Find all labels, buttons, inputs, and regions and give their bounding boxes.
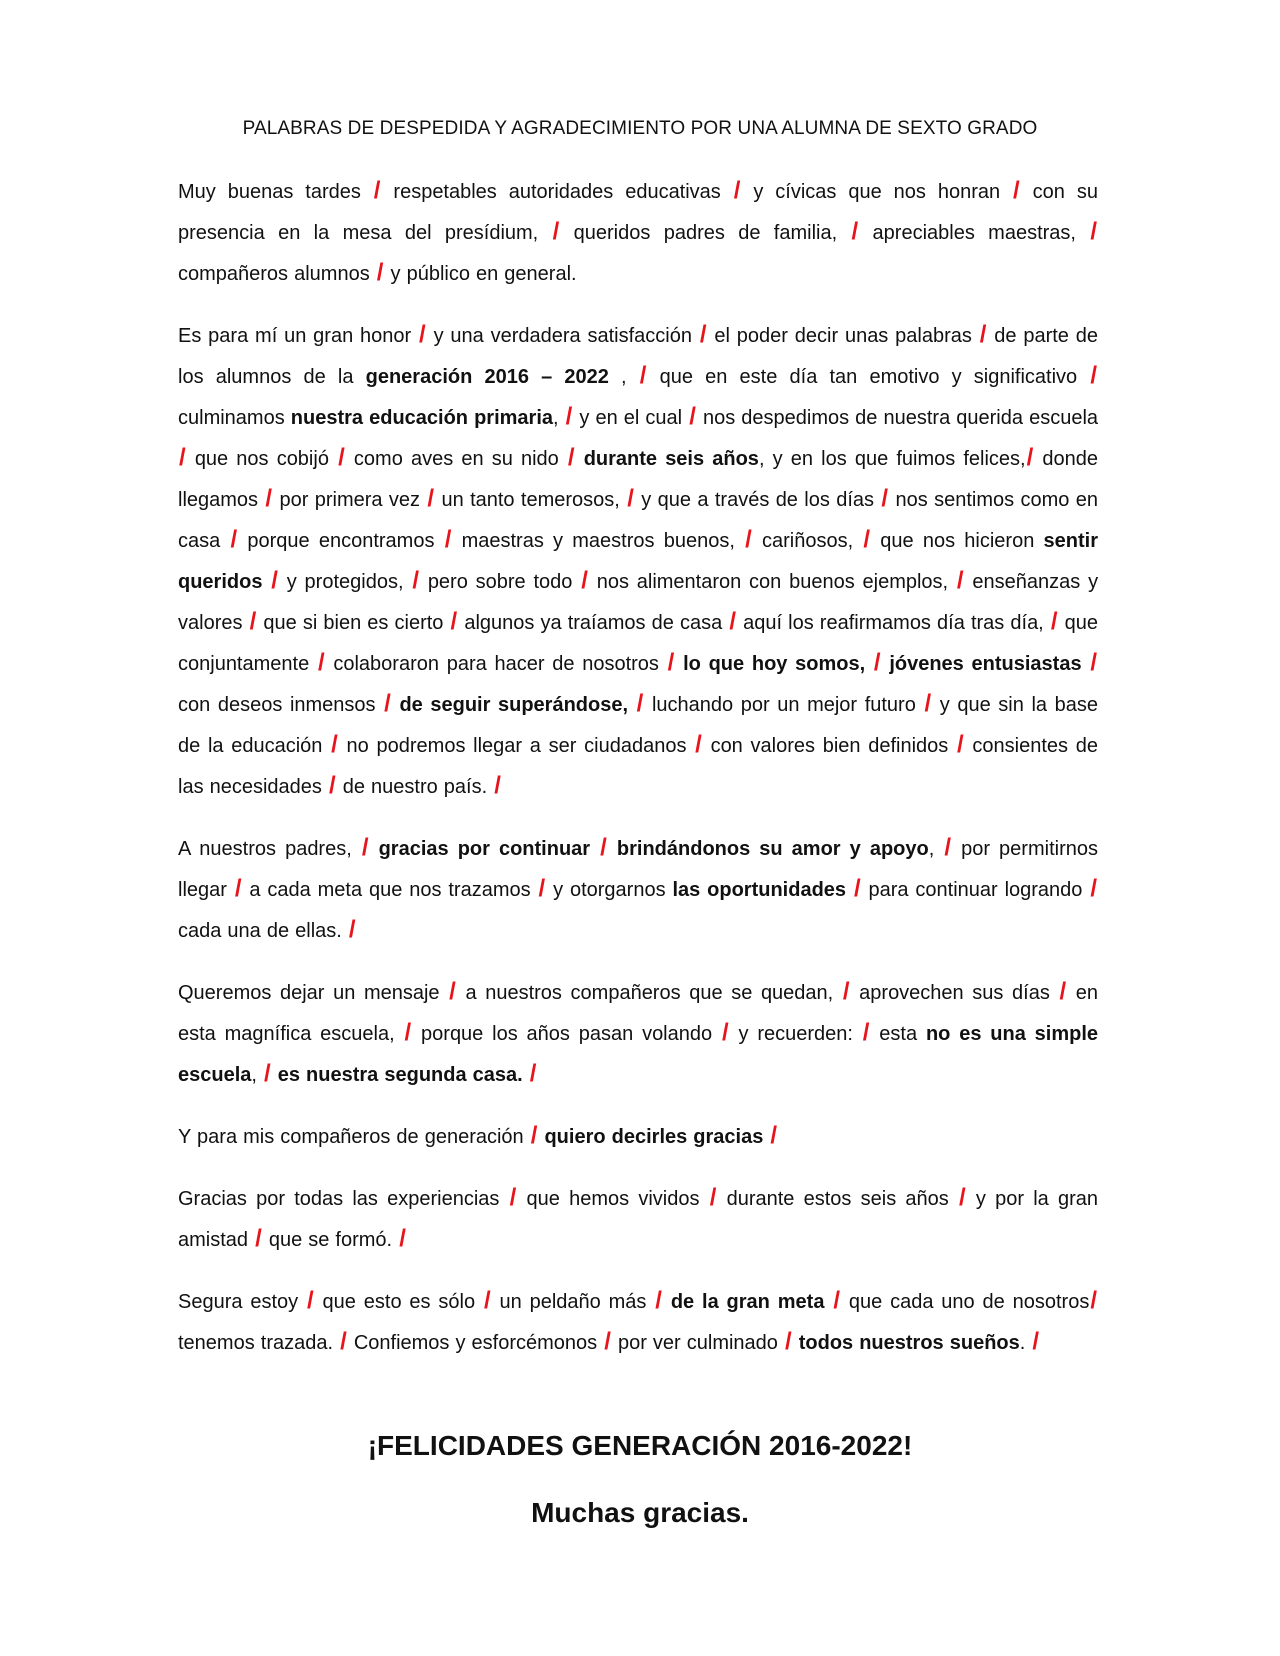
speech-text: cariñosos,	[761, 530, 854, 552]
emphasis-text: quiero decirles gracias	[544, 1126, 764, 1148]
speech-text: compañeros alumnos	[178, 263, 370, 285]
pause-mark: /	[709, 1184, 717, 1211]
speech-text: que en este día tan emotivo y significativo	[659, 366, 1078, 388]
pause-mark: /	[721, 1019, 729, 1046]
speech-text: aquí los reafirmamos día tras día,	[743, 612, 1044, 634]
pause-mark: /	[770, 1122, 778, 1149]
emphasis-text: brindándonos su amor y apoyo	[616, 838, 929, 860]
speech-paragraph	[178, 1179, 1105, 1261]
speech-text: porque encontramos	[247, 530, 435, 552]
pause-mark: /	[863, 526, 871, 553]
speech-text: Y para mis compañeros de generación	[178, 1126, 524, 1148]
pause-mark: /	[636, 690, 644, 717]
speech-text: el poder decir unas palabras	[714, 325, 972, 347]
speech-text: en esta magnífica escuela,	[178, 982, 1105, 1045]
speech-paragraph	[178, 1117, 1098, 1158]
speech-text: y en el cual	[579, 407, 683, 429]
pause-mark: /	[361, 834, 369, 861]
speech-text: nos despedimos de nuestra querida escuela	[702, 407, 1099, 429]
pause-mark: /	[234, 875, 242, 902]
speech-text: ,	[928, 838, 935, 860]
speech-text: de parte de los alumnos de la	[178, 325, 1105, 388]
pause-mark: /	[340, 1328, 347, 1355]
pause-mark: /	[567, 444, 575, 471]
pause-mark: /	[399, 1225, 406, 1252]
emphasis-text: no es una simple escuela	[178, 1023, 1105, 1086]
pause-mark: /	[179, 444, 186, 471]
speech-text: esta	[879, 1023, 926, 1045]
pause-mark: /	[979, 321, 987, 348]
speech-text: nos sentimos como en casa	[178, 489, 1105, 552]
pause-mark: /	[1090, 362, 1098, 389]
speech-text: y una verdadera satisfacción	[433, 325, 692, 347]
pause-mark: /	[1090, 218, 1098, 245]
speech-paragraph	[178, 172, 1105, 295]
speech-text: que nos hicieron	[880, 530, 1044, 552]
pause-mark: /	[600, 834, 607, 861]
speech-text: pero sobre todo	[427, 571, 573, 593]
emphasis-text: generación 2016 – 2022	[365, 366, 609, 388]
pause-mark: /	[419, 321, 426, 348]
pause-mark: /	[552, 218, 560, 245]
pause-mark: /	[444, 526, 452, 553]
pause-mark: /	[689, 403, 696, 430]
pause-mark: /	[639, 362, 647, 389]
speech-text: consientes de las necesidades	[178, 735, 1105, 798]
speech-text: que esto es sólo	[322, 1291, 476, 1313]
emphasis-text: todos nuestros sueños	[798, 1332, 1020, 1354]
pause-mark: /	[842, 978, 850, 1005]
pause-mark: /	[450, 608, 458, 635]
pause-mark: /	[1090, 875, 1097, 902]
speech-text: por ver culminado	[617, 1332, 778, 1354]
pause-mark: /	[384, 690, 391, 717]
speech-text: que se formó.	[268, 1229, 393, 1251]
speech-text: Queremos dejar un mensaje	[178, 982, 440, 1004]
pause-mark: /	[331, 731, 338, 758]
pause-mark: /	[699, 321, 707, 348]
pause-mark: /	[695, 731, 702, 758]
speech-text: y que sin la base de la educación	[178, 694, 1105, 757]
emphasis-text: gracias por continuar	[378, 838, 591, 860]
speech-text: Gracias por todas las experiencias	[178, 1188, 500, 1210]
emphasis-text: nuestra educación primaria	[290, 407, 554, 429]
speech-text: con valores bien definidos	[710, 735, 949, 757]
speech-paragraph	[178, 829, 1105, 952]
speech-paragraph	[178, 973, 1105, 1096]
speech-text: colaboraron para hacer de nosotros	[333, 653, 659, 675]
emphasis-text: lo que hoy somos,	[683, 653, 866, 675]
pause-mark: /	[373, 177, 381, 204]
closing-congratulations: ¡FELICIDADES GENERACIÓN 2016-2022!	[367, 1430, 913, 1461]
pause-mark: /	[255, 1225, 262, 1252]
pause-mark: /	[265, 485, 273, 512]
pause-mark: /	[449, 978, 456, 1005]
speech-text: por permitirnos llegar	[178, 838, 1105, 901]
pause-mark: /	[565, 403, 573, 430]
speech-text: apreciables maestras,	[872, 222, 1076, 244]
speech-text: tenemos trazada.	[178, 1332, 334, 1354]
speech-text: Es para mí un gran honor	[178, 325, 412, 347]
speech-text: y público en general.	[390, 263, 577, 285]
speech-text: ,	[608, 366, 627, 388]
speech-text: ,	[553, 407, 559, 429]
emphasis-text: jóvenes entusiastas	[889, 653, 1082, 675]
speech-text: un peldaño más	[499, 1291, 647, 1313]
speech-text: un tanto temerosos,	[441, 489, 620, 511]
speech-text: de nuestro país.	[342, 776, 488, 798]
speech-text: cada una de ellas.	[178, 920, 342, 942]
speech-text: a cada meta que nos trazamos	[249, 879, 531, 901]
pause-mark: /	[538, 875, 546, 902]
speech-text: maestras y maestros buenos,	[461, 530, 735, 552]
speech-text: algunos ya traíamos de casa	[464, 612, 723, 634]
pause-mark: /	[307, 1287, 314, 1314]
speech-text: y cívicas que nos honran	[753, 181, 1001, 203]
speech-text: enseñanzas y valores	[178, 571, 1105, 634]
speech-paragraph	[178, 316, 1105, 808]
speech-text: respetables autoridades educativas	[393, 181, 721, 203]
pause-mark: /	[1090, 1287, 1098, 1314]
pause-mark: /	[745, 526, 752, 553]
speech-text: luchando por un mejor futuro	[651, 694, 916, 716]
speech-text: como aves en su nido	[353, 448, 559, 470]
pause-mark: /	[784, 1328, 792, 1355]
pause-mark: /	[329, 772, 336, 799]
pause-mark: /	[1026, 444, 1034, 471]
speech-text: porque los años pasan volando	[421, 1023, 713, 1045]
emphasis-text: es nuestra segunda casa.	[277, 1064, 523, 1086]
pause-mark: /	[230, 526, 238, 553]
pause-mark: /	[494, 772, 501, 799]
speech-text: A nuestros padres,	[178, 838, 352, 860]
pause-mark: /	[509, 1184, 517, 1211]
speech-text: y recuerden:	[738, 1023, 853, 1045]
pause-mark: /	[956, 567, 964, 594]
pause-mark: /	[655, 1287, 662, 1314]
speech-text: nos alimentaron con buenos ejemplos,	[596, 571, 949, 593]
pause-mark: /	[1013, 177, 1020, 204]
speech-text: y otorgarnos	[553, 879, 673, 901]
pause-mark: /	[264, 1060, 271, 1087]
speech-body	[178, 172, 1105, 1385]
emphasis-text: de seguir superándose,	[399, 694, 629, 716]
speech-text: que cada uno de nosotros	[848, 1291, 1090, 1313]
pause-mark: /	[833, 1287, 840, 1314]
speech-text: con su presencia en la mesa del presídium,	[178, 181, 1105, 244]
pause-mark: /	[733, 177, 741, 204]
pause-mark: /	[959, 1184, 966, 1211]
pause-mark: /	[581, 567, 588, 594]
speech-text: , y en los que fuimos felices,	[758, 448, 1026, 470]
speech-text: culminamos	[178, 407, 291, 429]
speech-text: aprovechen sus días	[859, 982, 1050, 1004]
speech-text: Segura estoy	[178, 1291, 299, 1313]
speech-text: por primera vez	[279, 489, 421, 511]
document-title: PALABRAS DE DESPEDIDA Y AGRADECIMIENTO POR UNA ALUMNA DE SEXTO GRADO	[242, 118, 1038, 139]
pause-mark: /	[853, 875, 861, 902]
pause-mark: /	[957, 731, 964, 758]
emphasis-text: las oportunidades	[672, 879, 847, 901]
pause-mark: /	[348, 916, 356, 943]
speech-text: Confiemos y esforcémonos	[353, 1332, 598, 1354]
pause-mark: /	[412, 567, 419, 594]
pause-mark: /	[338, 444, 345, 471]
pause-mark: /	[427, 485, 435, 512]
pause-mark: /	[1032, 1328, 1040, 1355]
pause-mark: /	[862, 1019, 870, 1046]
pause-mark: /	[249, 608, 257, 635]
speech-paragraph	[178, 1282, 1098, 1364]
pause-mark: /	[1090, 649, 1097, 676]
speech-text: ,	[251, 1064, 257, 1086]
emphasis-text: durante seis años	[583, 448, 759, 470]
speech-text: Muy buenas tardes	[178, 181, 361, 203]
pause-mark: /	[944, 834, 952, 861]
speech-text: que si bien es cierto	[263, 612, 444, 634]
pause-mark: /	[627, 485, 634, 512]
speech-text: donde llegamos	[178, 448, 1105, 511]
speech-text: y que a través de los días	[641, 489, 875, 511]
pause-mark: /	[873, 649, 881, 676]
speech-text: durante estos seis años	[726, 1188, 949, 1210]
speech-text: que hemos vividos	[526, 1188, 700, 1210]
pause-mark: /	[483, 1287, 491, 1314]
speech-text: queridos padres de familia,	[573, 222, 838, 244]
pause-mark: /	[924, 690, 932, 717]
pause-mark: /	[604, 1328, 611, 1355]
pause-mark: /	[729, 608, 736, 635]
pause-mark: /	[271, 567, 278, 594]
pause-mark: /	[1059, 978, 1067, 1005]
speech-text: a nuestros compañeros que se quedan,	[465, 982, 834, 1004]
speech-text: y protegidos,	[286, 571, 404, 593]
pause-mark: /	[530, 1122, 538, 1149]
pause-mark: /	[881, 485, 889, 512]
pause-mark: /	[851, 218, 859, 245]
pause-mark: /	[404, 1019, 412, 1046]
speech-text: que nos cobijó	[194, 448, 329, 470]
speech-text: para continuar logrando	[868, 879, 1083, 901]
speech-text: .	[1019, 1332, 1026, 1354]
emphasis-text: de la gran meta	[670, 1291, 825, 1313]
pause-mark: /	[667, 649, 675, 676]
pause-mark: /	[376, 259, 384, 286]
speech-text: y por la gran amistad	[178, 1188, 1105, 1251]
pause-mark: /	[317, 649, 325, 676]
closing-thanks: Muchas gracias.	[531, 1497, 749, 1528]
speech-text: con deseos inmensos	[178, 694, 376, 716]
speech-text: no podremos llegar a ser ciudadanos	[346, 735, 687, 757]
speech-text: que conjuntamente	[178, 612, 1105, 675]
pause-mark: /	[1050, 608, 1058, 635]
emphasis-text: sentir queridos	[178, 530, 1105, 593]
pause-mark: /	[529, 1060, 537, 1087]
